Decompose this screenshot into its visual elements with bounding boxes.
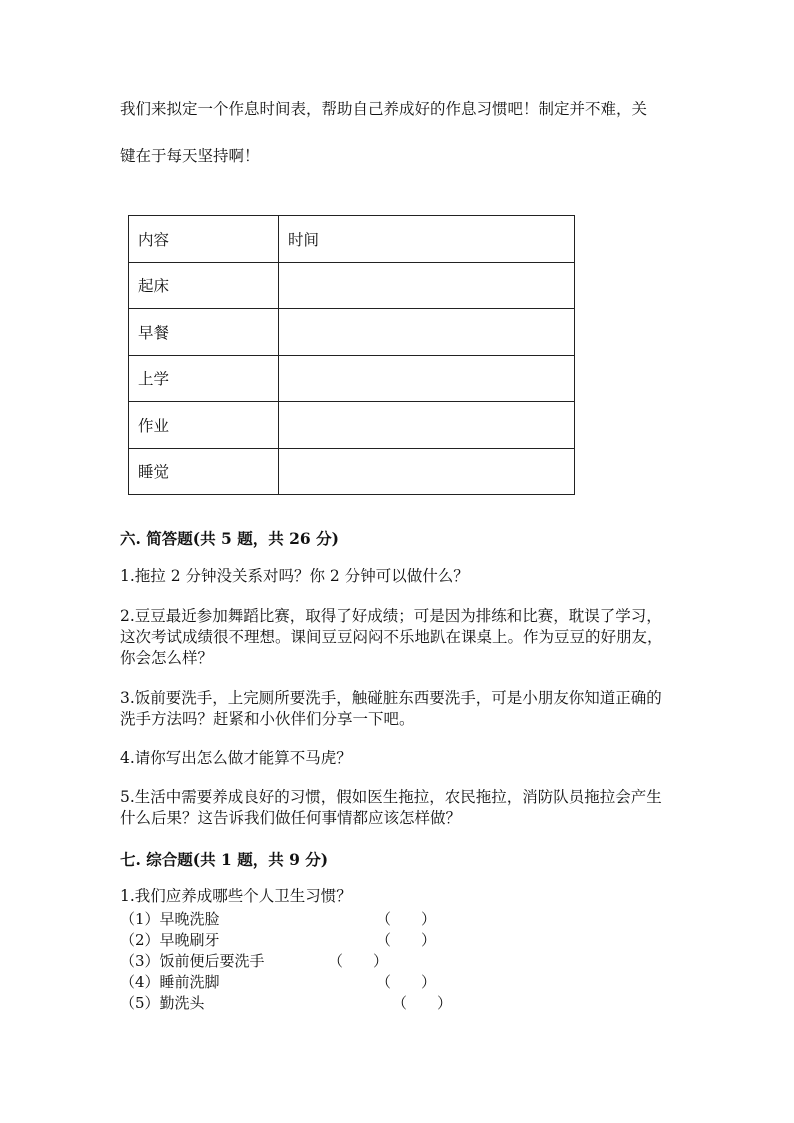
question-2: 2.豆豆最近参加舞蹈比赛，取得了好成绩；可是因为排练和比赛，耽误了学习，这次考试成绩很不理想。课间豆豆闷闷不乐地趴在课桌上。作为豆豆的好朋友，你会怎么样？ <box>120 607 663 667</box>
table-row <box>129 355 575 402</box>
table-row <box>129 448 575 495</box>
habit-item-3: （3）饭前便后要洗手 <box>120 952 265 970</box>
answer-paren-3[interactable]: （ ） <box>328 952 389 970</box>
habit-item-2: （2）早晚刷牙 <box>120 931 220 949</box>
question-4: 4.请你写出怎么做才能算不马虎？ <box>120 749 352 767</box>
row-label: 作业 <box>129 402 279 449</box>
row-label: 早餐 <box>129 309 279 356</box>
question-1: 1.拖拉 2 分钟没关系对吗？你 2 分钟可以做什么？ <box>120 567 469 585</box>
header-content: 内容 <box>129 216 279 263</box>
question-3: 3.饭前要洗手，上完厕所要洗手，触碰脏东西要洗手，可是小朋友你知道正确的洗手方法吗？赶紧和小伙伴们分享一下吧。 <box>120 689 662 728</box>
answer-paren-4[interactable]: （ ） <box>376 973 437 991</box>
row-label: 起床 <box>129 262 279 309</box>
question-5: 5.生活中需要养成良好的习惯，假如医生拖拉，农民拖拉，消防队员拖拉会产生什么后果？这告诉我们做任何事情都应该怎样做？ <box>120 788 662 827</box>
row-label: 睡觉 <box>129 448 279 495</box>
time-cell[interactable] <box>279 355 575 402</box>
time-cell[interactable] <box>279 448 575 495</box>
time-cell[interactable] <box>279 309 575 356</box>
habit-item-4: （4）睡前洗脚 <box>120 973 220 991</box>
table-header-row <box>129 216 575 263</box>
header-time: 时间 <box>279 216 575 263</box>
row-label: 上学 <box>129 355 279 402</box>
section-7-title: 七. 综合题(共 1 题，共 9 分) <box>120 850 329 869</box>
question-7-1: 1.我们应养成哪些个人卫生习惯？ <box>120 887 352 905</box>
section-6-title: 六. 简答题(共 5 题，共 26 分) <box>120 529 339 548</box>
table-row <box>129 262 575 309</box>
answer-paren-5[interactable]: （ ） <box>392 994 453 1012</box>
intro-line-2: 键在于每天坚持啊！ <box>120 147 260 165</box>
time-cell[interactable] <box>279 402 575 449</box>
table-row <box>129 309 575 356</box>
habit-item-1: （1）早晚洗脸 <box>120 910 220 928</box>
time-cell[interactable] <box>279 262 575 309</box>
schedule-table <box>128 215 575 495</box>
table-row <box>129 402 575 449</box>
answer-paren-2[interactable]: （ ） <box>376 931 437 949</box>
answer-paren-1[interactable]: （ ） <box>376 910 437 928</box>
intro-line-1: 我们来拟定一个作息时间表，帮助自己养成好的作息习惯吧！制定并不难，关 <box>120 100 648 118</box>
habit-item-5: （5）勤洗头 <box>120 994 205 1012</box>
